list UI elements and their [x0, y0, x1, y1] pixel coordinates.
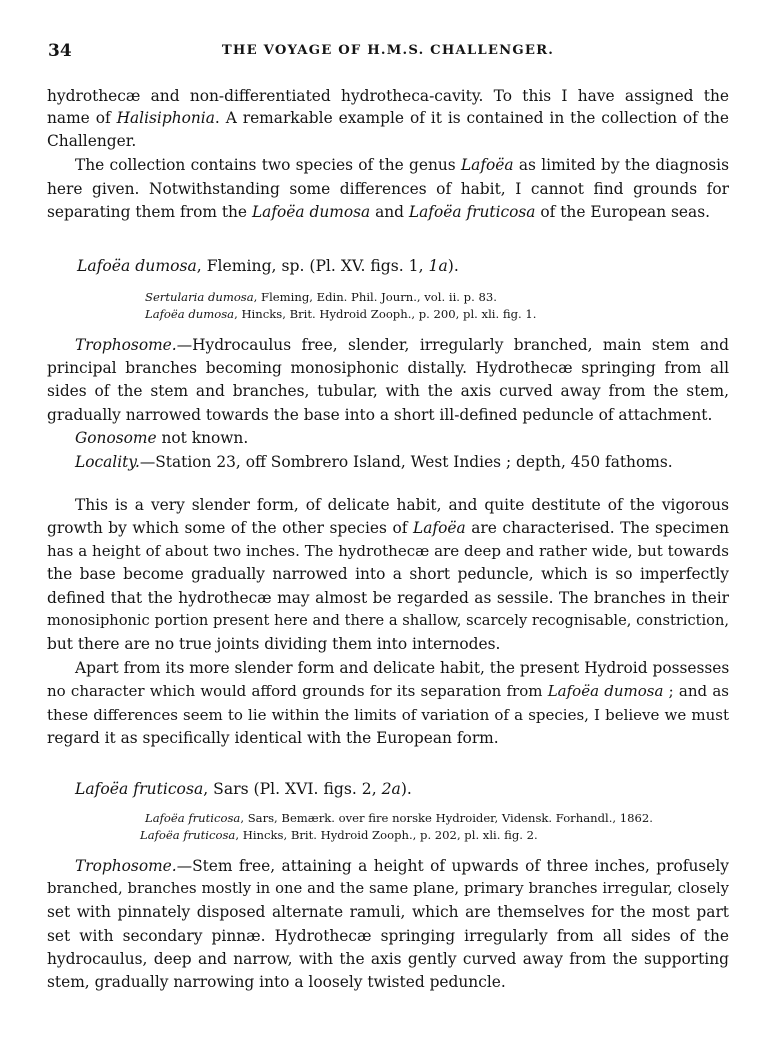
- text-line: Apart from its more slender form and delicate habit, the present Hydroid possesses: [75, 659, 730, 677]
- genus-name: Lafoëa: [413, 519, 466, 537]
- species-name: Lafoëa dumosa: [251, 203, 371, 221]
- text-line: set with secondary pinnæ. Hydrothecæ springing irregularly from all sides of the: [47, 927, 729, 945]
- text-line: hydrothecæ and non-differentiated hydrotheca-cavity. To this I have assigned the: [47, 87, 729, 105]
- species-name: Lafoëa dumosa: [547, 682, 664, 700]
- text-line: set with pinnately disposed alternate ramuli, which are themselves for the most part: [47, 903, 729, 921]
- text-line: defined that the hydrothecæ may almost be regarded as sessile. The branches in their: [47, 589, 729, 607]
- text-line: The collection contains two species of the genus Lafoëa as limited by the diagnosis: [75, 156, 729, 174]
- text-line: stem, gradually narrowing into a loosely twisted peduncle.: [47, 973, 506, 991]
- text-line: Gonosome not known.: [75, 429, 249, 447]
- running-title: THE VOYAGE OF H.M.S. CHALLENGER.: [221, 43, 555, 58]
- genus-name: Halisiphonia: [116, 109, 215, 127]
- text-line: principal branches becoming monosiphonic distally. Hydrothecæ springing from all: [47, 359, 729, 377]
- text-line: Trophosome.—Stem free, attaining a height of upwards of three inches, profusely: [75, 857, 729, 875]
- text-line: gradually narrowed towards the base into a short ill-defined peduncle of attachment.: [47, 406, 713, 424]
- synonymy-line: Lafoëa fruticosa, Sars, Bemærk. over fire norske Hydroider, Vidensk. Forhandl., 1862.: [145, 811, 653, 825]
- synonymy-line: Lafoëa fruticosa, Hincks, Brit. Hydroid Zooph., p. 202, pl. xli. fig. 2.: [140, 828, 538, 842]
- text-line: Trophosome.—Hydrocaulus free, slender, irregularly branched, main stem and: [75, 336, 729, 354]
- text-line: hydrocaulus, deep and narrow, with the axis gently curved away from the supporting: [47, 950, 729, 968]
- text-line: no character which would afford grounds for its separation from Lafoëa dumosa ; and as: [47, 682, 729, 700]
- text-line: the base become gradually narrowed into a short peduncle, which is so imperfectly: [47, 565, 729, 583]
- synonymy-line: Lafoëa dumosa, Hincks, Brit. Hydroid Zooph., p. 200, pl. xli. fig. 1.: [145, 307, 537, 321]
- page-header: [48, 41, 728, 65]
- text-line: Locality.—Station 23, off Sombrero Island, West Indies ; depth, 450 fathoms.: [75, 453, 673, 471]
- species-heading: Lafoëa fruticosa, Sars (Pl. XVI. figs. 2, 2a).: [75, 780, 412, 798]
- text-line: monosiphonic portion present here and there a shallow, scarcely recognisable, constriction,: [47, 612, 729, 629]
- text-line: name of Halisiphonia. A remarkable example of it is contained in the collection of the: [47, 109, 729, 127]
- genus-name: Lafoëa: [460, 156, 514, 174]
- text-line: branched, branches mostly in one and the same plane, primary branches irregular, closely: [47, 880, 729, 897]
- section-label: Gonosome: [75, 429, 157, 447]
- text-line: has a height of about two inches. The hydrothecæ are deep and rather wide, but towards: [47, 542, 729, 560]
- section-label: Trophosome.: [75, 336, 177, 354]
- text-line: growth by which some of the other species of Lafoëa are characterised. The specimen: [47, 519, 729, 537]
- text-line: but there are no true joints dividing them into internodes.: [47, 635, 501, 653]
- text-line: This is a very slender form, of delicate habit, and quite destitute of the vigorous: [75, 496, 729, 514]
- synonymy-line: Sertularia dumosa, Fleming, Edin. Phil. Journ., vol. ii. p. 83.: [145, 290, 497, 304]
- text-line: here given. Notwithstanding some differences of habit, I cannot find grounds for: [47, 180, 729, 198]
- section-label: Trophosome.: [75, 857, 177, 875]
- text-line: regard it as specifically identical with the European form.: [47, 729, 499, 747]
- text-line: sides of the stem and branches, tubular, with the axis curved away from the stem,: [47, 382, 729, 400]
- text-line: Challenger.: [47, 132, 137, 150]
- text-line: these differences seem to lie within the limits of variation of a species, I believe we must: [47, 706, 729, 724]
- text-line: separating them from the Lafoëa dumosa and Lafoëa fruticosa of the European seas.: [47, 203, 711, 221]
- page-number: 34: [48, 41, 72, 61]
- species-name: Lafoëa fruticosa: [408, 203, 536, 221]
- section-label: Locality.: [75, 453, 140, 471]
- species-heading: Lafoëa dumosa, Fleming, sp. (Pl. XV. figs. 1, 1a).: [77, 257, 459, 275]
